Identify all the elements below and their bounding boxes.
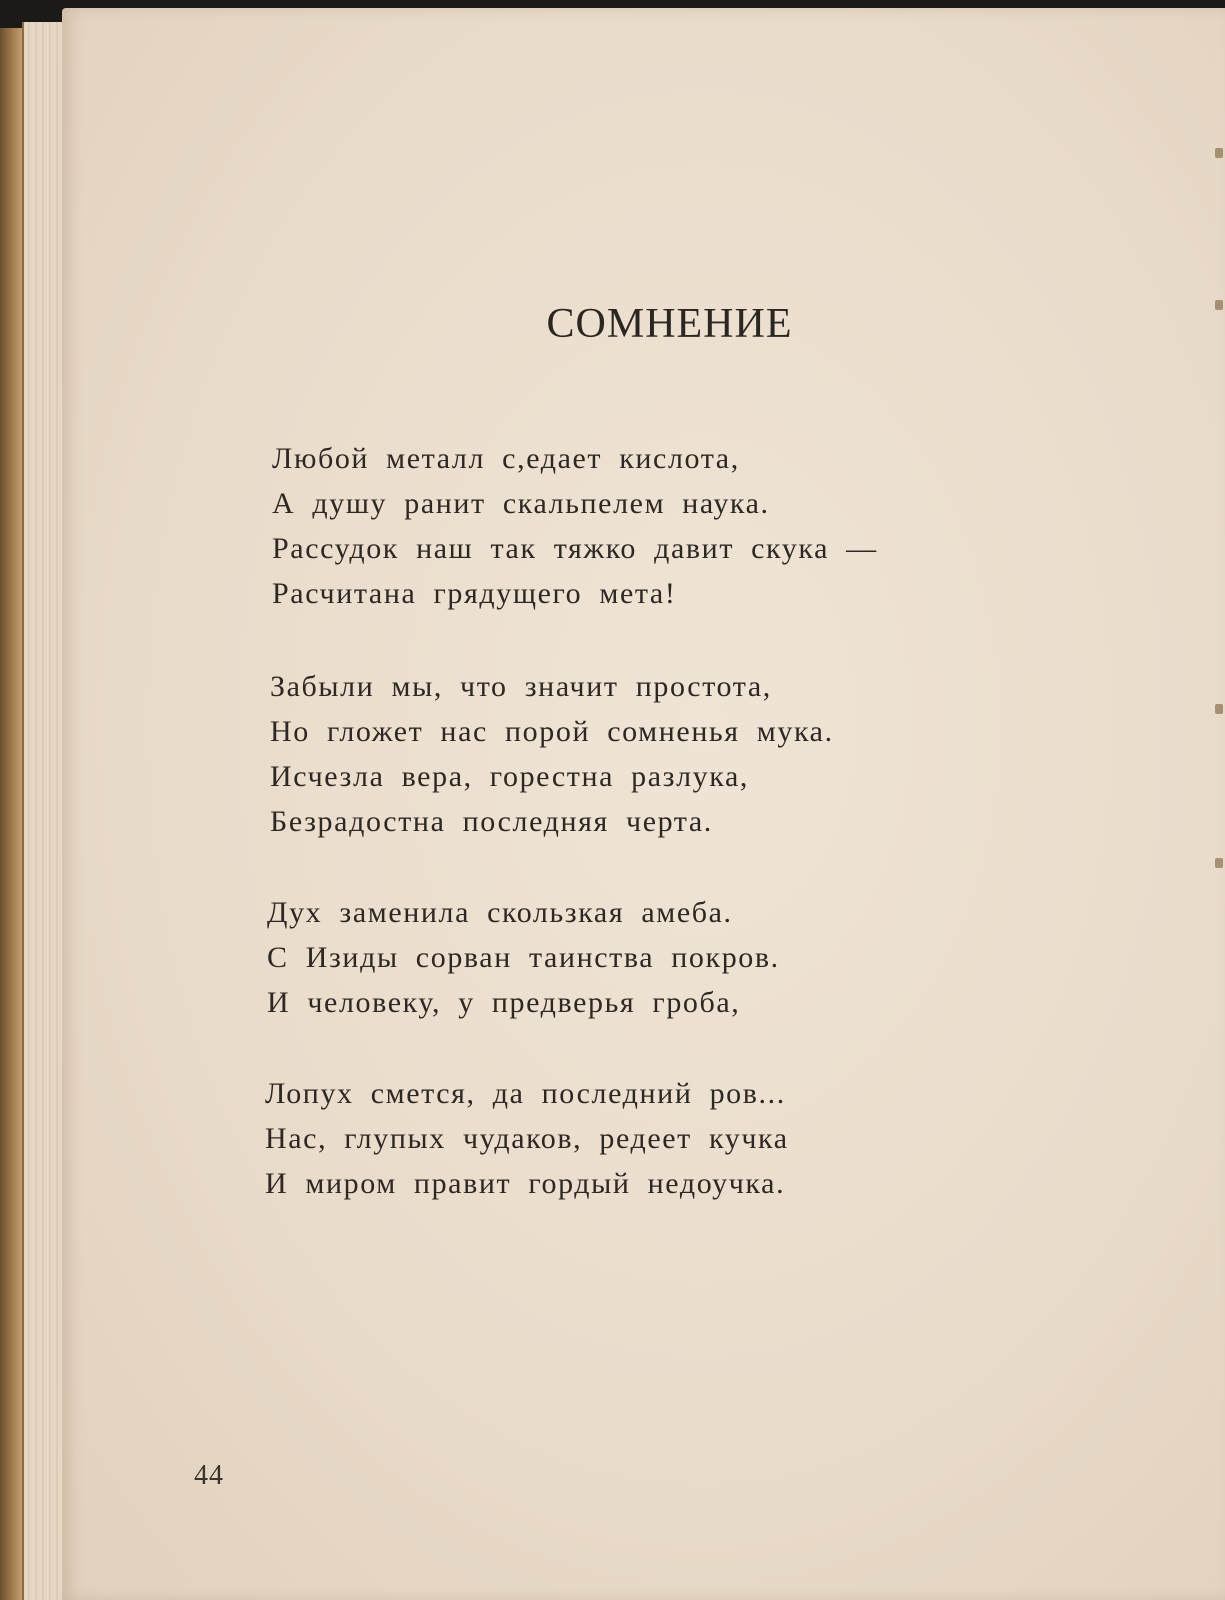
poem-line: Расчитана грядущего мета!: [272, 577, 677, 610]
poem-line: Рассудок наш так тяжко давит скука —: [272, 532, 878, 565]
book-page: [62, 8, 1225, 1600]
poem-line: Забыли мы, что значит простота,: [270, 670, 772, 703]
stanza-4: [265, 1071, 789, 1206]
poem-line: Но гложет нас порой сомненья мука.: [270, 715, 834, 748]
poem-line: И человеку, у предверья гроба,: [267, 986, 741, 1019]
poem-line: Исчезла вера, горестна разлука,: [270, 760, 749, 793]
poem-line: И миром правит гордый недоучка.: [265, 1167, 786, 1200]
poem-line: Нас, глупых чудаков, редеет кучка: [265, 1122, 789, 1155]
poem-line: Любой металл с,едает кислота,: [272, 442, 740, 475]
poem-line: Безрадостна последняя черта.: [270, 805, 713, 838]
margin-mark: [1215, 148, 1223, 158]
stanza-2: [270, 664, 834, 844]
poem-line: Лопух смется, да последний ров...: [265, 1077, 786, 1110]
stanza-3: [267, 890, 780, 1025]
margin-mark: [1215, 858, 1223, 868]
margin-mark: [1215, 704, 1223, 714]
poem-line: С Изиды сорван таинства покров.: [267, 941, 780, 974]
poem-line: А душу ранит скальпелем наука.: [272, 487, 770, 520]
poem-line: Дух заменила скользкая амеба.: [267, 896, 733, 929]
page-number: 44: [194, 1460, 224, 1491]
stanza-1: [272, 436, 878, 616]
poem-title: СОМНЕНИЕ: [546, 301, 793, 347]
